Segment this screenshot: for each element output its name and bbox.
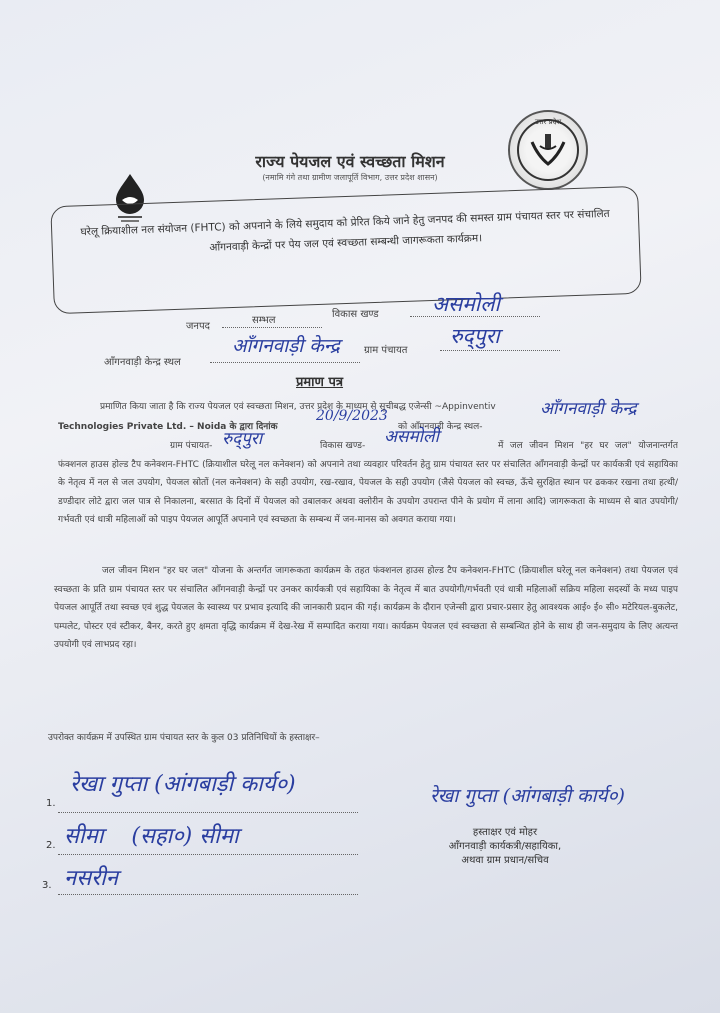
emblem-caption: उत्तर प्रदेश	[534, 118, 562, 126]
page-title: राज्य पेयजल एवं स्वच्छता मिशन	[255, 152, 445, 171]
attendee-line	[58, 894, 358, 895]
official-signature: रेखा गुप्ता (आंगबाड़ी कार्य०)	[430, 785, 625, 807]
signature-line-3: अथवा ग्राम प्रधान/सचिव	[461, 855, 549, 866]
date-handwritten-value: 20/9/2023	[316, 408, 388, 424]
panchayat-handwritten-value: रुद्पुरा	[450, 324, 500, 348]
anganwadi-label: आँगनवाड़ी केन्द्र स्थल	[104, 357, 181, 368]
district-field	[222, 312, 322, 328]
attendee-signature: सीमा (सहा०) सीमा	[64, 824, 239, 849]
attendee-number: 2.	[46, 840, 56, 851]
panchayat-dotted-line	[440, 350, 560, 351]
certificate-paragraph-1: में जल जीवन मिशन "हर घर जल" योजनान्तर्गत फंक्शनल हाउस होल्ड टैप कनेक्शन-FHTC (क्रियाशील घरेलू नल कनेक्शन) को अपनाने तथा व्यवहार परिवर्तन हेतु ग्राम पंचायत स्तर पर संचालित आँगनवाड़ी केन्द्रों पर कार्यकत्री एवं सहायिका के नेतृत्व में नल से जल उपयोग, पेयजल स्रोतों (नल कनेक्शन) के सही उपयोग, रख-रखाव, पेयजल के सही उपयोग (जैसे पेयजल को स्वच्छ, ऊँचे सुरक्षित स्थान पर ढककर रखना तथा हत्थी/डण्डीदार लोटे द्वारा जल पात्र से निकालना, बरसात के दिनों में पेयजल को उबालकर अथवा क्लोरीन के उपयोग उपरान्त पीने के प्रयोग में लाना आदि) जागरूकता के माध्यम से बात उपयोगी/गर्भवती एवं धात्री महिलाओं को पाइप पेयजल आपूर्ति अपनाने एवं स्वच्छता के सम्बन्ध में जन-मानस को अवगत कराया गया।	[58, 441, 678, 525]
signature-block	[420, 826, 590, 868]
attendees-intro: उपरोक्त कार्यक्रम में उपस्थित ग्राम पंचायत स्तर के कुल 03 प्रतिनिधियों के हस्ताक्षर–	[48, 733, 320, 743]
attendee-line	[58, 812, 358, 813]
block-inline-handwritten-value: असमोली	[384, 427, 439, 447]
certificate-line-2b: को आँगनवाड़ी केन्द्र स्थल-	[398, 422, 483, 432]
attendee-number: 3.	[42, 880, 52, 891]
uttar-pradesh-emblem-icon	[508, 110, 588, 190]
signature-line-1: हस्ताक्षर एवं मोहर	[472, 827, 538, 838]
panchayat-label: ग्राम पंचायत	[364, 345, 408, 356]
district-label: जनपद	[186, 321, 210, 332]
block-handwritten-value: असमोली	[432, 292, 500, 316]
signature-line-2: आँगनवाड़ी कार्यकत्री/सहायिका,	[448, 841, 562, 852]
program-banner-text: घरेलू क्रियाशील नल संयोजन (FHTC) को अपनाने के लिये समुदाय को प्रेरित किये जाने हेतु जनपद की समस्त ग्राम पंचायत स्तर पर संचालित आँगनवाड़ी केन्द्रों पर पेय जल एवं स्वच्छता सम्बन्धी जागरूकता कार्यक्रम।	[80, 207, 610, 254]
certificate-text-part1: प्रमाणित किया जाता है कि राज्य पेयजल एवं स्वच्छता मिशन, उत्तर प्रदेश के माध्यम से सूचीबद्ध एजेन्सी ~Appinventiv	[100, 402, 496, 412]
district-value: सम्भल	[252, 315, 276, 326]
block-inline-label: विकास खण्ड-	[320, 441, 366, 451]
anganwadi-dotted-line	[210, 362, 360, 363]
attendee-number: 1.	[46, 798, 56, 809]
block-dotted-line	[410, 316, 540, 317]
certificate-line-2: Technologies Private Ltd. – Noida के द्वारा दिनांक	[58, 422, 278, 432]
certificate-heading: प्रमाण पत्र	[296, 375, 344, 390]
attendee-signature: रेखा गुप्ता (आंगबाड़ी कार्य०)	[70, 772, 296, 797]
venue-handwritten-value: आँगनवाड़ी केन्द्र	[540, 399, 637, 419]
block-label: विकास खण्ड	[332, 309, 379, 320]
program-banner	[50, 186, 641, 314]
village-label: ग्राम पंचायत-	[170, 441, 213, 451]
anganwadi-handwritten-value: आँगनवाड़ी केन्द्र	[232, 335, 340, 357]
village-handwritten-value: रुद्पुरा	[222, 429, 263, 449]
attendee-signature: नसरीन	[64, 866, 118, 891]
certificate-paragraph-2: जल जीवन मिशन "हर घर जल" योजना के अन्तर्गत जागरूकता कार्यक्रम के तहत फंक्शनल हाउस होल्ड टैप कनेक्शन-FHTC (क्रियाशील घरेलू नल कनेक्शन) तथा पेयजल एवं स्वच्छता के प्रति ग्राम पंचायत स्तर पर संचालित आँगनवाड़ी केन्द्रों पर उनकर कार्यकत्री एवं सहायिका के नेतृत्व में बात उपयोगी/गर्भवती एवं धात्री महिलाओं सक्रिय महिला सदस्यों के मध्य पाइप पेयजल आपूर्ति तथा स्वच्छ एवं शुद्ध पेयजल के स्वास्थ्य पर प्रभाव इत्यादि की जानकारी प्रदान की गई। कार्यक्रम के दौरान एजेन्सी द्वारा प्रचार-प्रसार हेतु आवश्यक आई० ई० सी० मटेरियल-बुकलेट, पम्पलेट, पोस्टर एवं स्टीकर, बैनर, करते हुए क्षमता वृद्धि कार्यक्रम में देख-रेख में सम्पादित कराया गया। कार्यक्रम पेयजल एवं स्वच्छता से सम्बन्धित होने के साथ ही जन-समुदाय के लिए अत्यन्त उपयोगी एवं लाभप्रद रहा।	[54, 566, 678, 650]
attendee-line	[58, 854, 358, 855]
page-subtitle: (नमामि गंगे तथा ग्रामीण जलापूर्ति विभाग, उत्तर प्रदेश शासन)	[262, 173, 438, 182]
